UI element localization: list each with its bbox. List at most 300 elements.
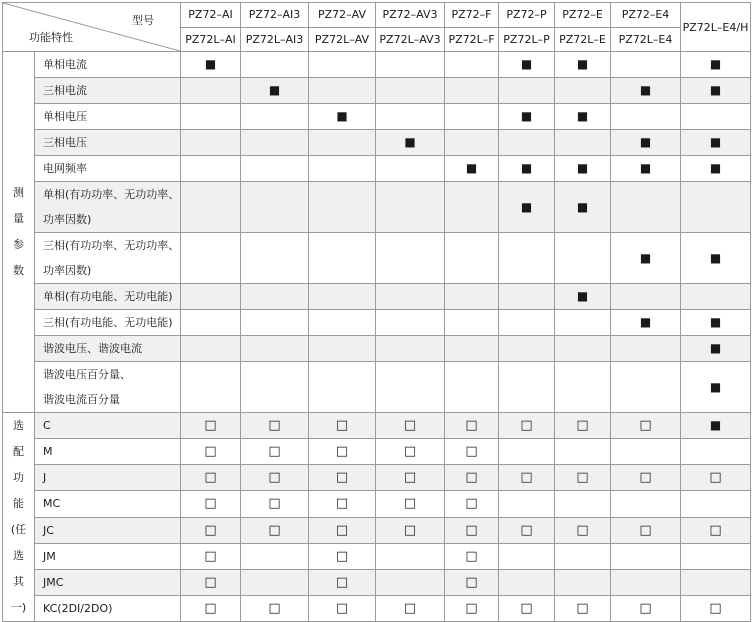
support-cell <box>241 104 309 130</box>
support-cell <box>611 465 681 491</box>
feature-cell <box>35 182 181 233</box>
feature-label: 三相(有功功率、无功功率、 <box>43 239 180 252</box>
standard-mark-icon: ■ <box>404 135 416 149</box>
model-header-6-line1: PZ72–P <box>499 3 555 28</box>
model-header-9: PZ72L–E4/H <box>681 3 751 52</box>
feature-label: 功率因数) <box>43 264 92 277</box>
support-cell <box>681 182 751 233</box>
feature-cell <box>35 52 181 78</box>
support-cell <box>499 104 555 130</box>
standard-mark-icon: ■ <box>576 289 589 303</box>
support-cell <box>499 491 555 517</box>
optional-mark-icon: □ <box>403 522 417 538</box>
support-cell <box>376 595 445 621</box>
support-cell <box>309 233 376 284</box>
optional-mark-icon: □ <box>204 444 217 460</box>
support-cell <box>376 569 445 595</box>
support-cell <box>681 233 751 284</box>
table-row <box>3 310 751 336</box>
optional-mark-icon: □ <box>520 600 533 616</box>
support-cell <box>181 182 241 233</box>
support-cell <box>555 233 611 284</box>
support-cell <box>681 439 751 465</box>
feature-label: JC <box>43 523 54 537</box>
standard-mark-icon: ■ <box>709 418 722 433</box>
feature-cell <box>35 130 181 156</box>
support-cell <box>241 362 309 413</box>
support-cell <box>241 439 309 465</box>
header-row-1 <box>3 3 751 28</box>
optional-mark-icon: □ <box>403 470 417 486</box>
feature-label: JM <box>43 549 56 563</box>
support-cell <box>376 182 445 233</box>
feature-cell <box>35 233 181 284</box>
table-row <box>3 156 751 182</box>
optional-mark-icon: □ <box>403 444 417 460</box>
support-cell <box>376 156 445 182</box>
support-cell <box>241 543 309 569</box>
table-row <box>3 569 751 595</box>
support-cell <box>309 543 376 569</box>
support-cell <box>241 465 309 491</box>
standard-mark-icon: ■ <box>520 161 533 175</box>
support-cell <box>611 439 681 465</box>
support-cell <box>681 595 751 621</box>
support-cell <box>445 517 499 543</box>
support-cell <box>241 595 309 621</box>
feature-cell <box>35 78 181 104</box>
support-cell <box>181 233 241 284</box>
standard-mark-icon: ■ <box>709 341 722 355</box>
support-cell <box>376 439 445 465</box>
feature-cell <box>35 439 181 465</box>
standard-mark-icon: ■ <box>709 161 722 175</box>
support-cell <box>555 182 611 233</box>
support-cell <box>499 517 555 543</box>
model-header-3-line2: PZ72L–AV <box>309 27 376 52</box>
model-header-7-line2: PZ72L–E <box>555 27 611 52</box>
support-cell <box>181 336 241 362</box>
standard-mark-icon: ■ <box>520 57 533 71</box>
support-cell <box>241 413 309 439</box>
support-cell <box>309 439 376 465</box>
support-cell <box>499 78 555 104</box>
optional-mark-icon: □ <box>576 600 589 616</box>
support-cell <box>611 413 681 439</box>
support-cell <box>181 491 241 517</box>
support-cell <box>555 310 611 336</box>
model-header-1-line2: PZ72L–AI <box>181 27 241 52</box>
standard-mark-icon: ■ <box>576 161 589 175</box>
optional-mark-icon: □ <box>204 496 217 512</box>
feature-label: 谐波电流百分量 <box>43 393 120 406</box>
support-cell <box>445 362 499 413</box>
support-cell <box>555 465 611 491</box>
support-cell <box>555 362 611 413</box>
table-row <box>3 130 751 156</box>
feature-cell <box>35 491 181 517</box>
standard-mark-icon: ■ <box>639 83 652 97</box>
feature-label: JMC <box>43 575 64 589</box>
standard-mark-icon: ■ <box>576 109 589 123</box>
support-cell <box>181 543 241 569</box>
support-cell <box>611 543 681 569</box>
support-cell <box>555 78 611 104</box>
support-cell <box>376 130 445 156</box>
feature-cell <box>35 465 181 491</box>
optional-mark-icon: □ <box>520 470 533 486</box>
table-row <box>3 182 751 233</box>
optional-mark-icon: □ <box>204 522 217 538</box>
standard-mark-icon: ■ <box>520 109 533 123</box>
feature-label: 功率因数) <box>43 213 92 226</box>
support-cell <box>309 362 376 413</box>
support-cell <box>445 78 499 104</box>
model-header-1-line1: PZ72–AI <box>181 3 241 28</box>
feature-label: 单相电压 <box>43 110 87 123</box>
support-cell <box>499 413 555 439</box>
feature-label: 三相电压 <box>43 136 87 149</box>
support-cell <box>499 233 555 284</box>
support-cell <box>241 130 309 156</box>
feature-cell <box>35 517 181 543</box>
model-header-5-line2: PZ72L–F <box>445 27 499 52</box>
support-cell <box>555 52 611 78</box>
support-cell <box>445 439 499 465</box>
support-cell <box>376 233 445 284</box>
feature-label: KC(2DI/2DO) <box>43 601 113 615</box>
table-row <box>3 336 751 362</box>
optional-mark-icon: □ <box>465 548 478 564</box>
corner-label-feature: 功能特性 <box>29 31 73 44</box>
optional-mark-icon: □ <box>204 470 217 486</box>
support-cell <box>181 104 241 130</box>
model-header-5-line1: PZ72–F <box>445 3 499 28</box>
standard-mark-icon: ■ <box>639 135 652 149</box>
header-corner-cell <box>3 3 181 52</box>
standard-mark-icon: ■ <box>576 57 589 71</box>
support-cell <box>499 52 555 78</box>
support-cell <box>445 543 499 569</box>
model-header-3-line1: PZ72–AV <box>309 3 376 28</box>
support-cell <box>611 78 681 104</box>
model-header-4-line2: PZ72L–AV3 <box>376 27 445 52</box>
support-cell <box>681 491 751 517</box>
feature-cell <box>35 104 181 130</box>
support-cell <box>241 284 309 310</box>
support-cell <box>181 595 241 621</box>
standard-mark-icon: ■ <box>709 379 722 394</box>
optional-mark-icon: □ <box>268 496 281 512</box>
feature-label: MC <box>43 497 61 511</box>
feature-cell <box>35 284 181 310</box>
support-cell <box>376 310 445 336</box>
feature-cell <box>35 569 181 595</box>
support-cell <box>309 336 376 362</box>
standard-mark-icon: ■ <box>639 250 652 265</box>
support-cell <box>499 543 555 569</box>
support-cell <box>309 104 376 130</box>
model-header-7-line1: PZ72–E <box>555 3 611 28</box>
category-label: 测 量 参 数 <box>13 186 24 277</box>
support-cell <box>309 310 376 336</box>
support-cell <box>376 336 445 362</box>
support-cell <box>241 517 309 543</box>
optional-mark-icon: □ <box>639 470 652 486</box>
support-cell <box>611 182 681 233</box>
support-cell <box>309 284 376 310</box>
table-row <box>3 233 751 284</box>
optional-mark-icon: □ <box>465 418 478 434</box>
table-row <box>3 517 751 543</box>
optional-mark-icon: □ <box>576 470 589 486</box>
optional-mark-icon: □ <box>576 522 589 538</box>
support-cell <box>181 413 241 439</box>
standard-mark-icon: ■ <box>639 161 652 175</box>
table-row <box>3 543 751 569</box>
support-cell <box>445 595 499 621</box>
support-cell <box>309 413 376 439</box>
feature-label: 电网频率 <box>43 162 87 175</box>
support-cell <box>555 569 611 595</box>
optional-mark-icon: □ <box>520 418 533 434</box>
support-cell <box>309 52 376 78</box>
support-cell <box>681 78 751 104</box>
support-cell <box>181 78 241 104</box>
optional-mark-icon: □ <box>204 418 217 434</box>
corner-label-model: 型号 <box>132 14 154 27</box>
optional-mark-icon: □ <box>639 522 652 538</box>
standard-mark-icon: ■ <box>639 315 652 329</box>
support-cell <box>555 491 611 517</box>
support-cell <box>611 284 681 310</box>
support-cell <box>555 543 611 569</box>
support-cell <box>611 362 681 413</box>
support-cell <box>555 595 611 621</box>
model-header-8-line2: PZ72L–E4 <box>611 27 681 52</box>
feature-cell <box>35 595 181 621</box>
optional-mark-icon: □ <box>268 418 281 434</box>
optional-mark-icon: □ <box>709 470 722 486</box>
support-cell <box>241 336 309 362</box>
support-cell <box>499 439 555 465</box>
support-cell <box>181 156 241 182</box>
optional-mark-icon: □ <box>268 522 281 538</box>
feature-cell <box>35 156 181 182</box>
support-cell <box>445 310 499 336</box>
table-row <box>3 362 751 413</box>
optional-mark-icon: □ <box>268 444 281 460</box>
support-cell <box>376 78 445 104</box>
optional-mark-icon: □ <box>465 522 478 538</box>
support-cell <box>445 569 499 595</box>
feature-cell <box>35 362 181 413</box>
optional-mark-icon: □ <box>465 444 478 460</box>
feature-label: 单相(有功功率、无功功率、 <box>43 188 180 201</box>
optional-mark-icon: □ <box>465 574 478 590</box>
support-cell <box>681 104 751 130</box>
model-header-8-line1: PZ72–E4 <box>611 3 681 28</box>
support-cell <box>445 52 499 78</box>
standard-mark-icon: ■ <box>520 199 533 214</box>
support-cell <box>309 465 376 491</box>
support-cell <box>611 104 681 130</box>
support-cell <box>555 439 611 465</box>
support-cell <box>445 156 499 182</box>
support-cell <box>241 569 309 595</box>
support-cell <box>555 284 611 310</box>
table-row <box>3 52 751 78</box>
support-cell <box>309 569 376 595</box>
support-cell <box>309 156 376 182</box>
support-cell <box>445 413 499 439</box>
support-cell <box>499 156 555 182</box>
model-header-2-line2: PZ72L–AI3 <box>241 27 309 52</box>
support-cell <box>181 465 241 491</box>
feature-label: C <box>43 419 51 433</box>
table-row <box>3 439 751 465</box>
support-cell <box>445 465 499 491</box>
support-cell <box>241 156 309 182</box>
optional-mark-icon: □ <box>576 418 589 434</box>
optional-mark-icon: □ <box>465 470 478 486</box>
table-row <box>3 78 751 104</box>
standard-mark-icon: ■ <box>204 57 217 71</box>
optional-mark-icon: □ <box>403 418 417 434</box>
support-cell <box>611 52 681 78</box>
support-cell <box>181 569 241 595</box>
support-cell <box>445 491 499 517</box>
feature-cell <box>35 310 181 336</box>
feature-label: 单相电流 <box>43 58 87 71</box>
support-cell <box>181 310 241 336</box>
model-header-6-line2: PZ72L–P <box>499 27 555 52</box>
support-cell <box>555 336 611 362</box>
support-cell <box>611 517 681 543</box>
support-cell <box>611 310 681 336</box>
feature-label: M <box>43 445 53 459</box>
standard-mark-icon: ■ <box>576 199 589 214</box>
support-cell <box>681 284 751 310</box>
support-cell <box>499 362 555 413</box>
support-cell <box>681 517 751 543</box>
support-cell <box>681 336 751 362</box>
standard-mark-icon: ■ <box>709 250 722 265</box>
support-cell <box>376 465 445 491</box>
feature-label: 谐波电压、谐波电流 <box>43 342 142 355</box>
support-cell <box>376 543 445 569</box>
support-cell <box>499 569 555 595</box>
support-cell <box>241 491 309 517</box>
support-cell <box>611 595 681 621</box>
support-cell <box>445 104 499 130</box>
optional-mark-icon: □ <box>268 600 281 616</box>
table-row <box>3 465 751 491</box>
table-row <box>3 491 751 517</box>
support-cell <box>309 78 376 104</box>
support-cell <box>681 362 751 413</box>
optional-mark-icon: □ <box>204 548 217 564</box>
standard-mark-icon: ■ <box>709 57 722 71</box>
optional-mark-icon: □ <box>335 548 349 564</box>
support-cell <box>445 284 499 310</box>
support-cell <box>681 130 751 156</box>
optional-mark-icon: □ <box>335 470 349 486</box>
support-cell <box>376 491 445 517</box>
support-cell <box>681 156 751 182</box>
support-cell <box>499 465 555 491</box>
optional-mark-icon: □ <box>465 600 478 616</box>
support-cell <box>555 156 611 182</box>
support-cell <box>611 130 681 156</box>
category-label: 选 配 功 能 (任 选 其 一) <box>10 419 27 614</box>
standard-mark-icon: ■ <box>709 135 722 149</box>
support-cell <box>181 284 241 310</box>
category-measurement <box>3 52 35 413</box>
feature-cell <box>35 413 181 439</box>
support-cell <box>309 182 376 233</box>
optional-mark-icon: □ <box>335 496 349 512</box>
standard-mark-icon: ■ <box>336 109 348 123</box>
optional-mark-icon: □ <box>204 574 217 590</box>
support-cell <box>181 439 241 465</box>
support-cell <box>376 104 445 130</box>
feature-label: 三相(有功电能、无功电能) <box>43 316 173 329</box>
standard-mark-icon: ■ <box>709 315 722 329</box>
support-cell <box>445 336 499 362</box>
optional-mark-icon: □ <box>520 522 533 538</box>
support-cell <box>181 52 241 78</box>
support-cell <box>681 543 751 569</box>
support-cell <box>681 52 751 78</box>
optional-mark-icon: □ <box>335 574 349 590</box>
support-cell <box>681 569 751 595</box>
support-cell <box>611 156 681 182</box>
support-cell <box>499 310 555 336</box>
support-cell <box>376 52 445 78</box>
optional-mark-icon: □ <box>465 496 478 512</box>
optional-mark-icon: □ <box>335 600 349 616</box>
optional-mark-icon: □ <box>335 418 349 434</box>
table-row <box>3 413 751 439</box>
support-cell <box>555 517 611 543</box>
support-cell <box>499 130 555 156</box>
support-cell <box>241 233 309 284</box>
feature-label: 谐波电压百分量、 <box>43 368 131 381</box>
support-cell <box>309 517 376 543</box>
support-cell <box>499 284 555 310</box>
support-cell <box>181 362 241 413</box>
optional-mark-icon: □ <box>639 418 652 434</box>
optional-mark-icon: □ <box>403 496 417 512</box>
feature-label: 三相电流 <box>43 84 87 97</box>
support-cell <box>241 182 309 233</box>
support-cell <box>681 310 751 336</box>
optional-mark-icon: □ <box>403 600 417 616</box>
support-cell <box>241 52 309 78</box>
feature-cell <box>35 336 181 362</box>
support-cell <box>241 310 309 336</box>
model-header-2-line1: PZ72–AI3 <box>241 3 309 28</box>
support-cell <box>376 284 445 310</box>
support-cell <box>376 517 445 543</box>
support-cell <box>681 465 751 491</box>
support-cell <box>241 78 309 104</box>
support-cell <box>499 595 555 621</box>
support-cell <box>445 233 499 284</box>
optional-mark-icon: □ <box>709 600 722 616</box>
support-cell <box>555 104 611 130</box>
